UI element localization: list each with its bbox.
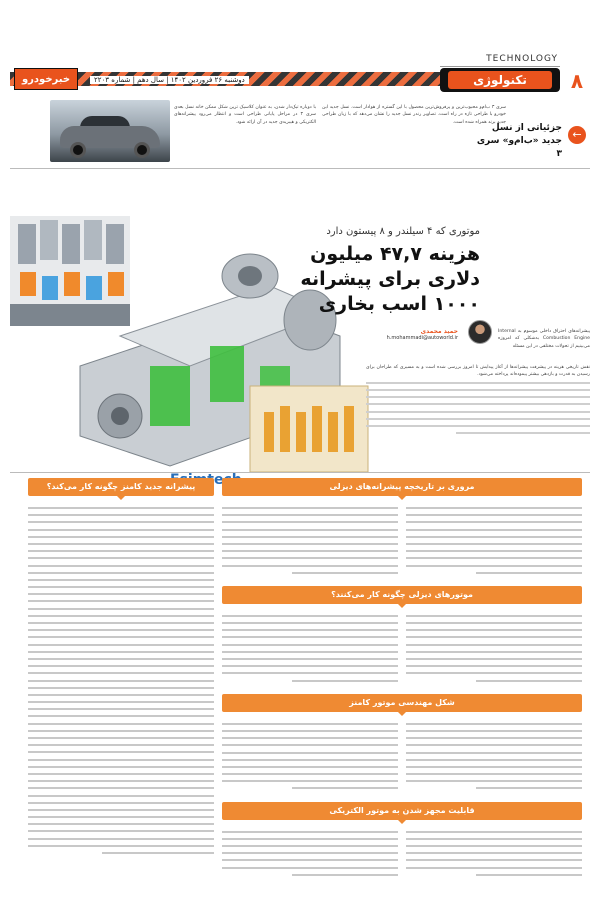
page-header [10, 8, 590, 94]
intro-text-short: پیشرانه‌های احتراق داخلی موسوم به Internal Combustion Engine به‌شکلی که امروزه می‌بینیم از تحولات مختلفی در این مسئله [498, 329, 591, 349]
section-divider [10, 472, 590, 473]
author-avatar [468, 320, 492, 344]
top-news-body-left: با دوباره تیک‌دار شدن، به عنوان کلاسیک ترین شکل ممکن خانه نسل بعدی سری ۳ در مراحل پایانی طراحی است و انتظار می‌رود پیشرانه‌های الکتریکی و هیبریدی جدید در آن ارائه شود. [174, 105, 316, 125]
text-column [406, 720, 582, 792]
section-title: تکنولوژی [448, 71, 552, 89]
section-tab [440, 68, 560, 92]
text-column [222, 720, 398, 792]
section-divider [10, 168, 590, 169]
section-heading: موتورهای دیزلی چگونه کار می‌کنند؟ [222, 586, 582, 604]
article-section [222, 694, 582, 792]
column-text [28, 504, 214, 856]
car-image [50, 100, 170, 162]
section-heading: مروری بر تاریخچه پیشرانه‌های دیزلی [222, 478, 582, 496]
right-column [222, 478, 582, 888]
author-email[interactable]: h.mohammadi@autoworld.ir [386, 335, 458, 341]
section-body [222, 612, 582, 684]
article-section [222, 586, 582, 684]
text-column [222, 828, 398, 878]
text-column [406, 504, 582, 576]
section-heading: پیشرانه جدید کامنز چگونه کار می‌کند؟ [28, 478, 214, 496]
intro-text-long [366, 364, 590, 436]
text-column [222, 504, 398, 576]
author-name: حمید محمدی [420, 328, 458, 335]
top-news [10, 100, 590, 164]
feature-article [10, 216, 590, 476]
piston-group [10, 220, 130, 326]
page-number: ۸ [570, 69, 584, 93]
section-label-en: TECHNOLOGY [486, 54, 558, 64]
newspaper-page [10, 8, 590, 892]
car-wheel [134, 142, 150, 158]
feature-kicker: موتوری که ۴ سیلندر و ۸ پیستون دارد [326, 226, 480, 237]
text-column [406, 612, 582, 684]
green-component [150, 366, 190, 426]
section-heading: شکل مهندسی موتور کامنز [222, 694, 582, 712]
car-wheel [70, 142, 86, 158]
feature-title[interactable]: هزینه ۴۷,۷ میلیون دلاری برای پیشرانه ۱۰۰۰ اسب بخاری [300, 243, 480, 315]
date-line: دوشنبه ۲۶ فروردین ۱۴۰۲ | سال دهم | شماره ۲۲۰۳ [90, 76, 249, 84]
article-columns [10, 474, 590, 892]
author-byline [386, 328, 458, 341]
section-body [222, 504, 582, 576]
green-component [210, 346, 244, 402]
section-body [222, 720, 582, 792]
top-news-headline[interactable]: جزئیاتی از نسل جدید «ب‌ام‌و» سری ۳ [476, 123, 562, 159]
intro-text: نقش تاریخی هزینه در پیشرفت پیشرانه‌ها از آغاز پیدایش تا امروز بررسی شده است و به مسیری که طراحان برای رسیدن به قدرت و بازدهی بیشتر پیموده‌اند پرداخته می‌شود. [366, 365, 590, 378]
section-heading: قابلیت مجهز شدن به موتور الکتریکی [222, 802, 582, 820]
text-column [406, 828, 582, 878]
article-section [222, 802, 582, 878]
brand-logo: خبرخودرو [14, 68, 78, 90]
header-rule [440, 66, 560, 67]
section-body [222, 828, 582, 878]
article-section [222, 478, 582, 576]
arrow-left-icon[interactable]: ← [568, 126, 586, 144]
intro-text-lines [366, 379, 590, 437]
text-column [222, 612, 398, 684]
left-column [28, 478, 214, 856]
top-news-body: سری ۳ ب‌ام‌و محبوب‌ترین و پرفروش‌ترین محصول با این گستره از هوادار است. نسل جدید این خودرو با طراحی تازه در راه است. تصاویر رندر نسل جدید را نشان می‌دهد که با زبان طراحی جدید برند همراه شده است. [322, 105, 506, 125]
